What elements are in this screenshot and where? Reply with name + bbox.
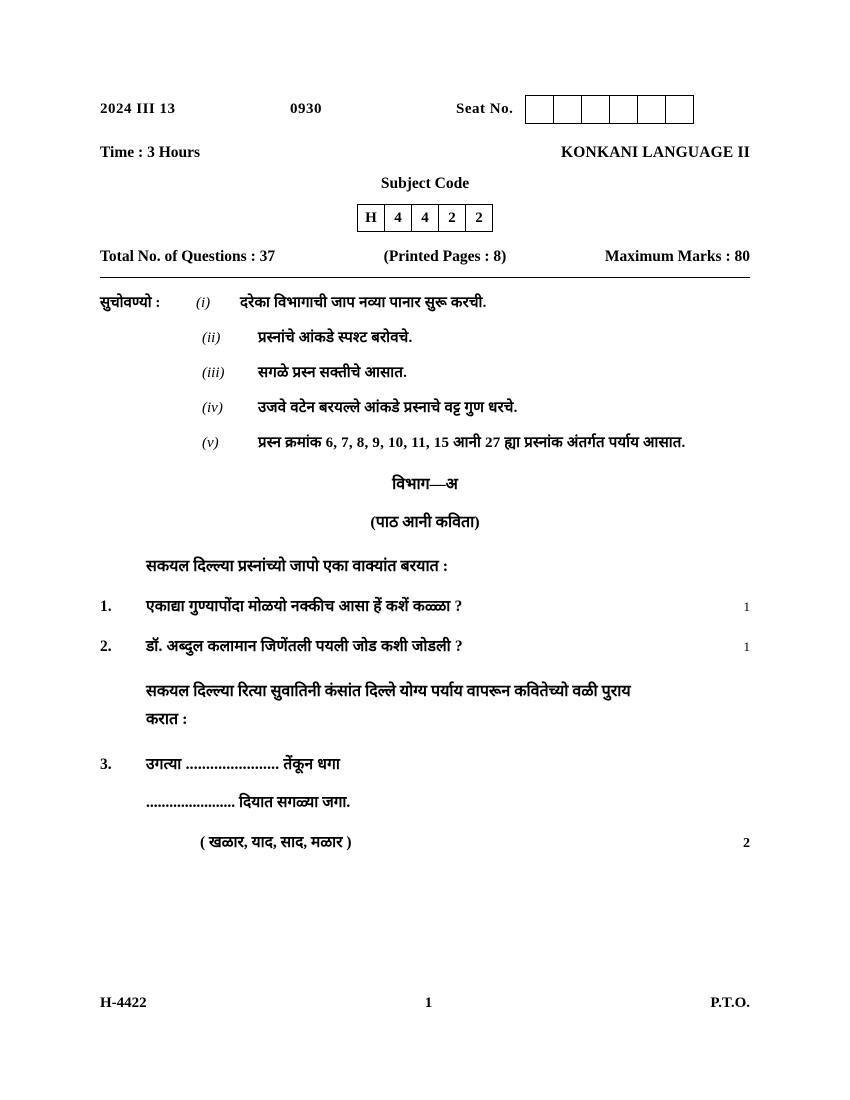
- question-options: ( खळार, याद, साद, मळार ): [200, 834, 352, 851]
- footer-paper-code: H-4422: [100, 995, 147, 1011]
- maximum-marks: Maximum Marks : 80: [604, 248, 750, 265]
- subject-code-cell: 2: [439, 205, 466, 231]
- instruction-item: [100, 327, 750, 347]
- instruction-text: सगळे प्रस्न सक्तीचे आसात.: [258, 365, 408, 381]
- direction-two-line-1: सकयल दिल्ल्या रित्या सुवातिनी कंसांत दिल्ले योग्य पर्याय वापरून कवितेच्यो वळी पुराय: [146, 683, 631, 700]
- subject-code-cell: H: [358, 205, 385, 231]
- question-marks: 1: [743, 599, 750, 614]
- instruction-text: उजवे वटेन बरयल्ले आंकडे प्रस्नाचे वट्ट गुण धरचे.: [258, 400, 518, 416]
- instruction-item: [100, 397, 750, 417]
- page-footer: [100, 995, 750, 1012]
- seat-no-cell[interactable]: [582, 96, 610, 123]
- question-text: एकाद्या गुण्यापोंदा मोळयो नक्कीच आसा हें कशें कळ्ळा ?: [146, 598, 463, 615]
- seat-no-cell[interactable]: [666, 96, 693, 123]
- question-number: 2.: [100, 638, 112, 655]
- question-marks: 2: [743, 836, 750, 851]
- subject-name: KONKANI LANGUAGE II: [561, 144, 750, 161]
- instructions-block: [100, 292, 750, 452]
- seat-no-cell[interactable]: [610, 96, 638, 123]
- total-questions: Total No. of Questions : 37: [100, 248, 276, 265]
- question-number: 1.: [100, 598, 112, 615]
- instruction-number: (iv): [202, 400, 223, 416]
- printed-pages: (Printed Pages : 8): [383, 248, 507, 265]
- direction-one: सकयल दिल्ल्या प्रस्नांच्यो जापो एका वाक्यांत बरयात :: [146, 558, 449, 575]
- instruction-item: [100, 292, 750, 312]
- question-number: 3.: [100, 756, 112, 773]
- instruction-text: दरेका विभागाची जाप नव्या पानार सुरू करची.: [240, 295, 487, 311]
- instruction-text: प्रस्नांचे आंकडे स्पश्ट बरोवचे.: [258, 330, 413, 346]
- instruction-text: प्रस्न क्रमांक 6, 7, 8, 9, 10, 11, 15 आनी 27 ह्या प्रस्नांक अंतर्गत पर्याय आसात.: [258, 435, 686, 451]
- instructions-label: सुचोवण्यो :: [100, 295, 161, 311]
- direction-two: [100, 678, 750, 734]
- question-text-continued: ....................... दियात सगळ्या जगा.: [146, 794, 351, 811]
- subject-code-label: Subject Code: [380, 175, 470, 192]
- seat-no-cell[interactable]: [638, 96, 666, 123]
- question-options-row: [100, 830, 750, 852]
- footer-pto: P.T.O.: [710, 995, 750, 1011]
- subject-code-boxes: [357, 204, 493, 232]
- seat-no-label: Seat No.: [456, 101, 514, 117]
- question-item: [100, 634, 750, 656]
- instruction-item: [100, 362, 750, 382]
- exam-date: 2024 III 13: [100, 101, 176, 117]
- header-top-row: [100, 95, 750, 124]
- header-second-row: [100, 144, 750, 162]
- seat-no-cell[interactable]: [526, 96, 554, 123]
- direction-two-line-2: करात :: [146, 711, 188, 728]
- exam-duration: Time : 3 Hours: [100, 144, 201, 161]
- question-item: [100, 594, 750, 616]
- subject-code-cell: 4: [412, 205, 439, 231]
- page-number: 1: [424, 995, 433, 1011]
- instruction-item: [100, 432, 750, 452]
- subject-code-cell: 2: [475, 210, 483, 226]
- paper-meta-row: [100, 248, 750, 266]
- instruction-number: (i): [196, 295, 211, 311]
- seat-no-cell[interactable]: [554, 96, 582, 123]
- instruction-number: (ii): [202, 330, 221, 346]
- seat-no-boxes[interactable]: [525, 95, 694, 124]
- paper-code: 0930: [290, 101, 322, 117]
- section-title: विभाग—अ: [392, 476, 458, 493]
- header-divider: [100, 277, 750, 278]
- section-subtitle: (पाठ आनी कविता): [370, 514, 480, 531]
- question-text: डॉ. अब्दुल कलामान जिणेंतली पयली जोड कशी जोडली ?: [146, 638, 463, 655]
- instruction-number: (v): [202, 435, 219, 451]
- question-text: उगत्या ....................... तेंकून धगा: [146, 756, 341, 773]
- question-marks: 1: [743, 639, 750, 654]
- instruction-number: (iii): [202, 365, 225, 381]
- subject-code-container: [100, 204, 750, 232]
- question-item: [100, 752, 750, 774]
- subject-code-cell: 4: [385, 205, 412, 231]
